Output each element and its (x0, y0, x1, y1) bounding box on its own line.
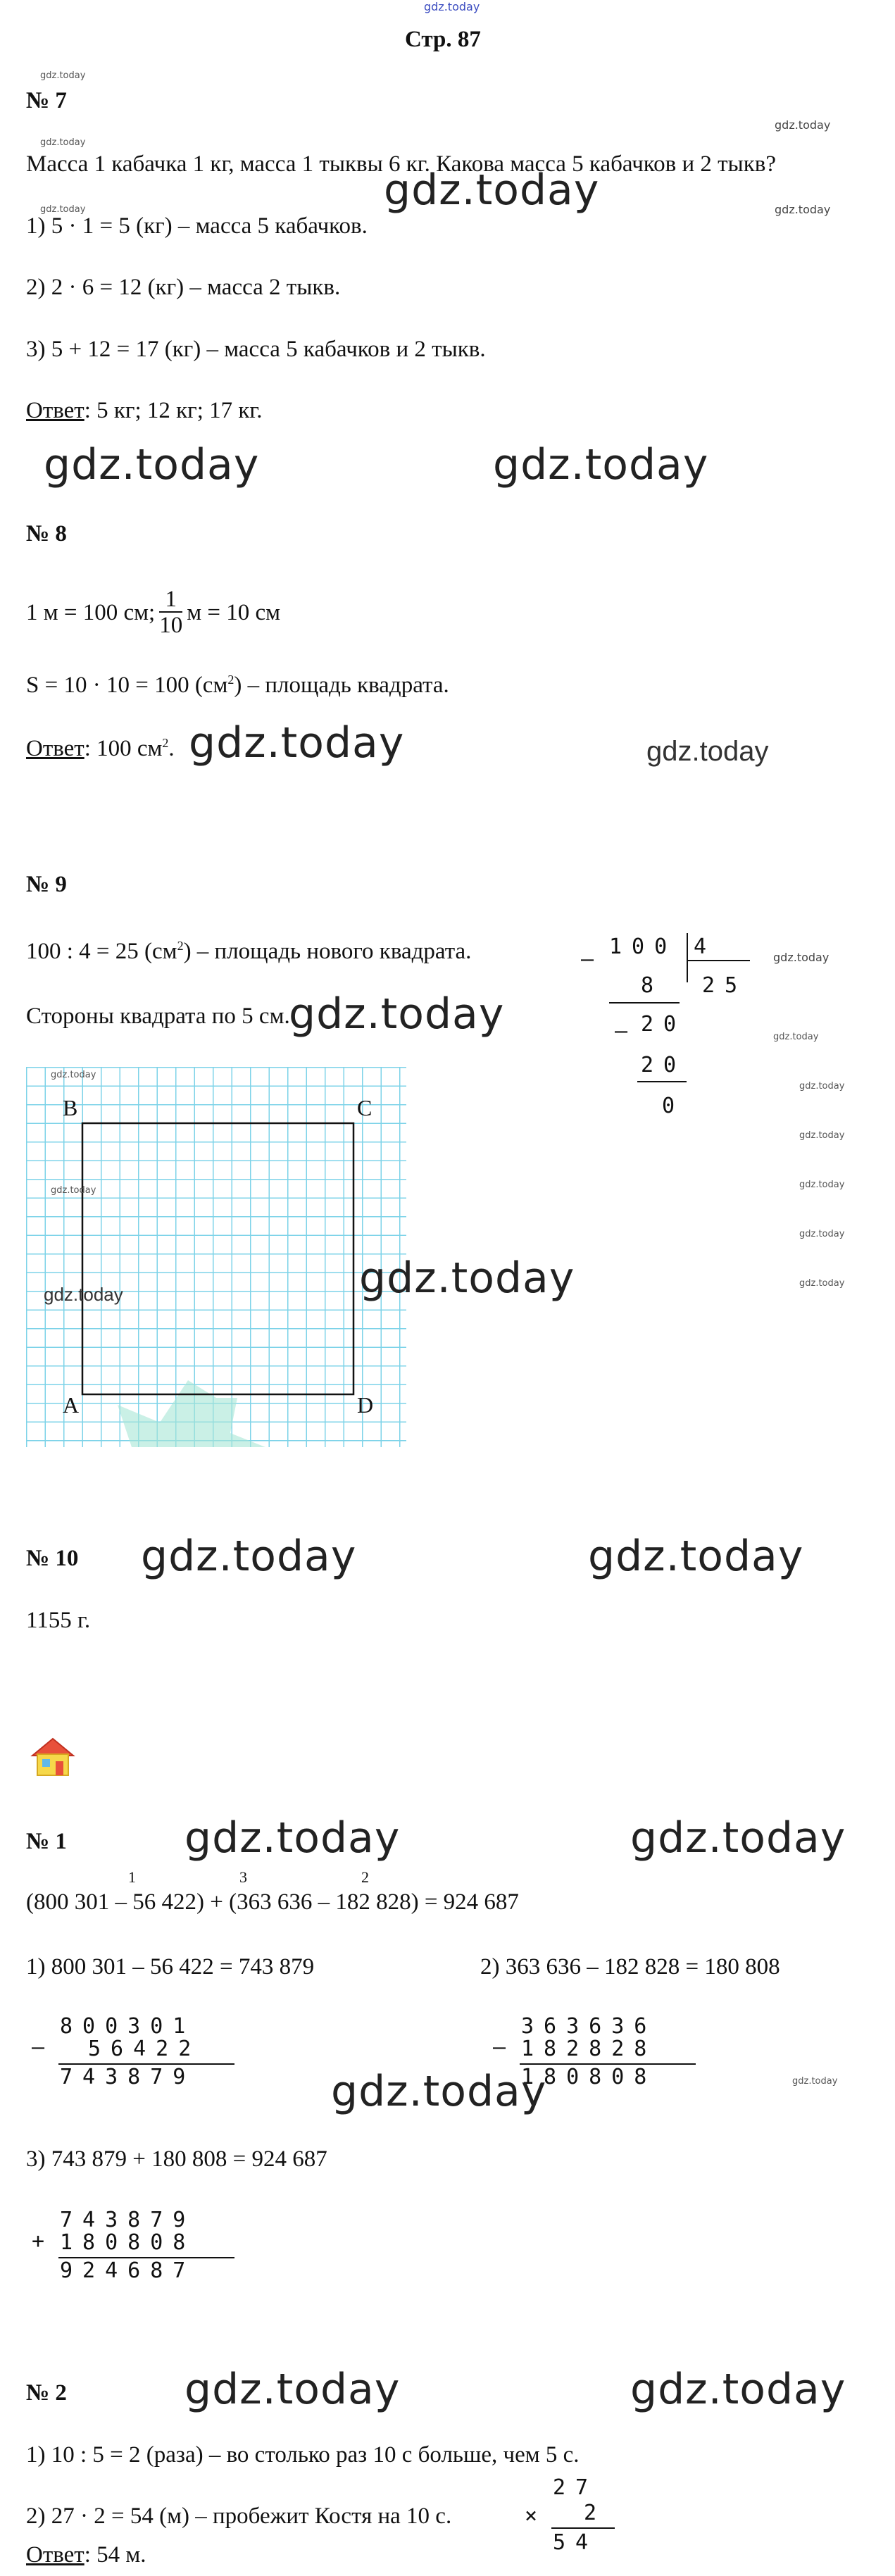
s2-task-2-answer (26, 2542, 146, 2568)
watermark: gdz.today (630, 1813, 846, 1863)
task-8-title: № 8 (26, 521, 67, 546)
task-8-answer: Ответ: 100 $см^2$. (26, 736, 175, 761)
answer-label: Ответ (26, 398, 85, 423)
watermark: gdz.today (40, 204, 86, 215)
product: 54 (553, 2530, 599, 2555)
watermark: gdz.today (799, 1229, 845, 1239)
order-mark: 2 (361, 1868, 369, 1886)
factor: 2 (584, 2501, 607, 2525)
watermark: gdz.today (588, 1532, 804, 1581)
watermark: gdz.today (51, 1070, 96, 1080)
watermark: gdz.today (44, 1284, 123, 1305)
s2-task-1-title: № 1 (26, 1829, 67, 1854)
task-10-title: № 10 (26, 1546, 79, 1571)
vertex-label-b: B (63, 1095, 78, 1120)
minuend: 363636 (521, 2014, 657, 2039)
s2-task-2-step-1: 1) 10 : 5 = 2 (раза) – во столько раз 10 с больше, чем 5 с. (26, 2442, 580, 2468)
vertex-label-a: A (63, 1392, 80, 1418)
column-addition: + 743879 180808 924687 (32, 2208, 243, 2299)
watermark: gdz.today (51, 1185, 96, 1196)
task-7-question: Масса 1 кабачка 1 кг, масса 1 тыквы 6 кг. Какова масса 5 кабачков и 2 тыкв? (26, 151, 776, 177)
vertex-label-c: C (357, 1095, 373, 1120)
watermark: gdz.today (799, 1081, 845, 1092)
task-7-step-1: 1) 5 · 1 = 5 (кг) – масса 5 кабачков. (26, 213, 368, 239)
watermark: gdz.today (184, 1813, 401, 1863)
s2-task-1-step-2: 2) 363 636 – 182 828 = 180 808 (480, 1954, 780, 1980)
long-division (581, 933, 764, 1144)
order-mark: 1 (128, 1868, 136, 1886)
answer-label: Ответ (26, 736, 85, 761)
watermark: gdz.today (359, 1253, 575, 1303)
s2-task-1-step-3: 3) 743 879 + 180 808 = 924 687 (26, 2146, 327, 2172)
watermark: gdz.today (646, 736, 769, 767)
order-mark: 3 (239, 1868, 247, 1886)
task-8-line-2: S = 10 · 10 = 100 $(см^2)$ – площадь квадрата. (26, 673, 449, 698)
quotient: 25 (702, 973, 748, 998)
s2-task-2-step-2: 2) 27 · 2 = 54 (м) – пробежит Костя на 10 с. (26, 2503, 452, 2529)
fraction-denominator: 10 (159, 613, 183, 638)
grid-paper (26, 1067, 406, 1447)
s2-task-2-title: № 2 (26, 2380, 67, 2406)
watermark: gdz.today (289, 989, 505, 1039)
watermark: gdz.today (40, 137, 86, 148)
task-8-line-1 (26, 581, 280, 644)
s2-task-1-step-1: 1) 800 301 – 56 422 = 743 879 (26, 1954, 315, 1980)
dividend: 100 (609, 934, 677, 959)
watermark: gdz.today (773, 951, 830, 964)
addend: 743879 (60, 2208, 196, 2232)
page-title: Стр. 87 (405, 27, 481, 52)
task-10-answer: 1155 г. (26, 1608, 91, 1633)
watermark: gdz.today (384, 165, 600, 215)
square-abcd (82, 1123, 353, 1394)
column-subtraction-2: – 363636 182828 180808 (493, 2014, 704, 2106)
watermark: gdz.today (44, 440, 260, 489)
watermark: gdz.today (184, 2365, 401, 2414)
task-9-title: № 9 (26, 872, 67, 897)
watermark: gdz.today (799, 1180, 845, 1190)
watermark: gdz.today (331, 2067, 547, 2116)
decorative-shape (118, 1380, 265, 1447)
divisor: 4 (694, 934, 717, 959)
task-7-step-2: 2) 2 · 6 = 12 (кг) – масса 2 тыкв. (26, 275, 341, 300)
line-text: м = 10 см (187, 599, 280, 625)
watermark: gdz.today (799, 1278, 845, 1289)
vertex-label-d: D (357, 1392, 374, 1418)
watermark: gdz.today (773, 1032, 819, 1042)
subtrahend: 56422 (88, 2037, 201, 2061)
subtrahend: 8 (641, 973, 664, 998)
line-text: 1 м = 100 см; (26, 599, 156, 625)
watermark: gdz.today (40, 70, 86, 81)
answer-label: Ответ (26, 2542, 85, 2568)
watermark: gdz.today (141, 1532, 357, 1581)
watermark: gdz.today (775, 203, 831, 216)
watermark: gdz.today (630, 2365, 846, 2414)
remainder: 0 (662, 1094, 685, 1118)
column-subtraction-1: – 800301 56422 743879 (32, 2014, 243, 2106)
factor: 27 (553, 2475, 599, 2500)
answer-text: : 5 кг; 12 кг; 17 кг. (84, 398, 263, 423)
s2-task-1-expression: (800 301 – 56 422) + (363 636 – 182 828) = 924 687 (26, 1889, 519, 1915)
house-icon (30, 1736, 76, 1778)
fraction-numerator: 1 (159, 587, 182, 613)
watermark: gdz.today (189, 718, 405, 768)
subtrahend: 182828 (521, 2037, 657, 2061)
header-site-link[interactable]: gdz.today (424, 0, 480, 13)
watermark: gdz.today (775, 118, 831, 132)
sum: 924687 (60, 2258, 196, 2283)
difference: 180808 (521, 2065, 657, 2089)
task-7-title: № 7 (26, 88, 67, 113)
task-7-step-3: 3) 5 + 12 = 17 (кг) – масса 5 кабачков и 2 тыкв. (26, 337, 486, 362)
task-9-line-1: 100 : 4 = 25 $(см^2)$ – площадь нового квадрата. (26, 939, 472, 964)
column-multiplication: × 27 2 54 (525, 2475, 637, 2567)
subtrahend: 20 (641, 1053, 687, 1077)
watermark: gdz.today (799, 1130, 845, 1141)
addend: 180808 (60, 2230, 196, 2255)
square-drawing (26, 1067, 406, 1447)
minus-sign: – (615, 1019, 638, 1044)
minus-sign: – (581, 947, 604, 972)
difference: 743879 (60, 2065, 196, 2089)
watermark: gdz.today (792, 2076, 838, 2087)
task-9-line-2: Стороны квадрата по 5 см. (26, 1003, 290, 1029)
task-7-answer (26, 398, 262, 424)
fraction (159, 587, 182, 638)
watermark: gdz.today (493, 440, 709, 489)
answer-text: : 54 м. (84, 2542, 146, 2568)
remainder: 20 (641, 1012, 687, 1037)
minuend: 800301 (60, 2014, 196, 2039)
